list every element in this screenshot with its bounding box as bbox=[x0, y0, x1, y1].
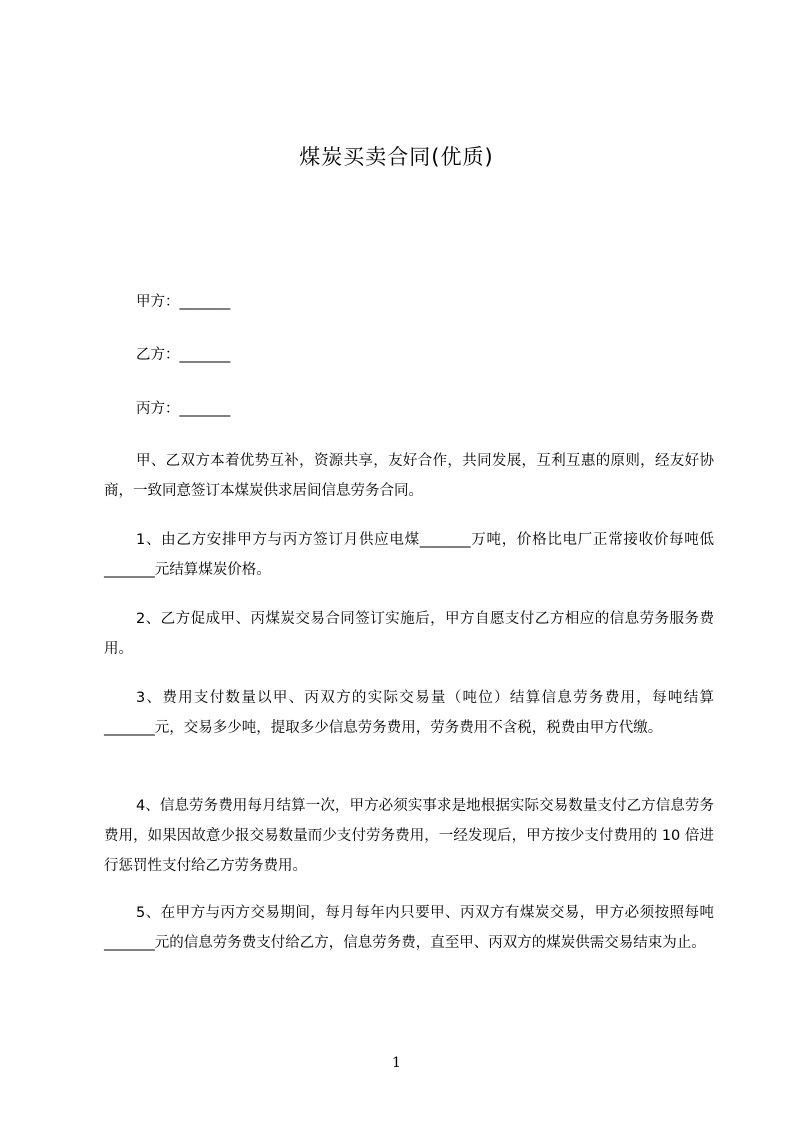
clause-5-paragraph: 5、在甲方与丙方交易期间，每月每年内只要甲、丙双方有煤炭交易，甲方必须按照每吨_______元的信息劳务费支付给乙方，信息劳务费，直至甲、丙双方的煤炭供需交易结束为止。 bbox=[104, 905, 714, 951]
clause-2-paragraph: 2、乙方促成甲、丙煤炭交易合同签订实施后，甲方自愿支付乙方相应的信息劳务服务费用。 bbox=[104, 611, 714, 657]
clause-1-paragraph: 1、由乙方安排甲方与丙方签订月供应电煤_______万吨，价格比电厂正常接收价每吨低_______元结算煤炭价格。 bbox=[104, 532, 714, 578]
party-a-line: 甲方：_______ bbox=[136, 294, 231, 310]
document-title: 煤炭买卖合同(优质) bbox=[299, 145, 494, 169]
page-number: 1 bbox=[392, 1055, 401, 1071]
clause-3-paragraph: 3、费用支付数量以甲、丙双方的实际交易量（吨位）结算信息劳务费用，每吨结算_______元，交易多少吨，提取多少信息劳务费用，劳务费用不含税，税费由甲方代缴。 bbox=[104, 690, 714, 736]
preamble-paragraph: 甲、乙双方本着优势互补，资源共享，友好合作，共同发展，互利互惠的原则，经友好协商，一致同意签订本煤炭供求居间信息劳务合同。 bbox=[104, 453, 714, 499]
party-c-line: 丙方：_______ bbox=[136, 401, 231, 417]
clause-4-paragraph: 4、信息劳务费用每月结算一次，甲方必须实事求是地根据实际交易数量支付乙方信息劳务费用，如果因故意少报交易数量而少支付劳务费用，一经发现后，甲方按少支付费用的 10 倍进行惩罚性支付给乙方劳务费用。 bbox=[104, 798, 714, 874]
party-b-line: 乙方：_______ bbox=[136, 347, 231, 363]
